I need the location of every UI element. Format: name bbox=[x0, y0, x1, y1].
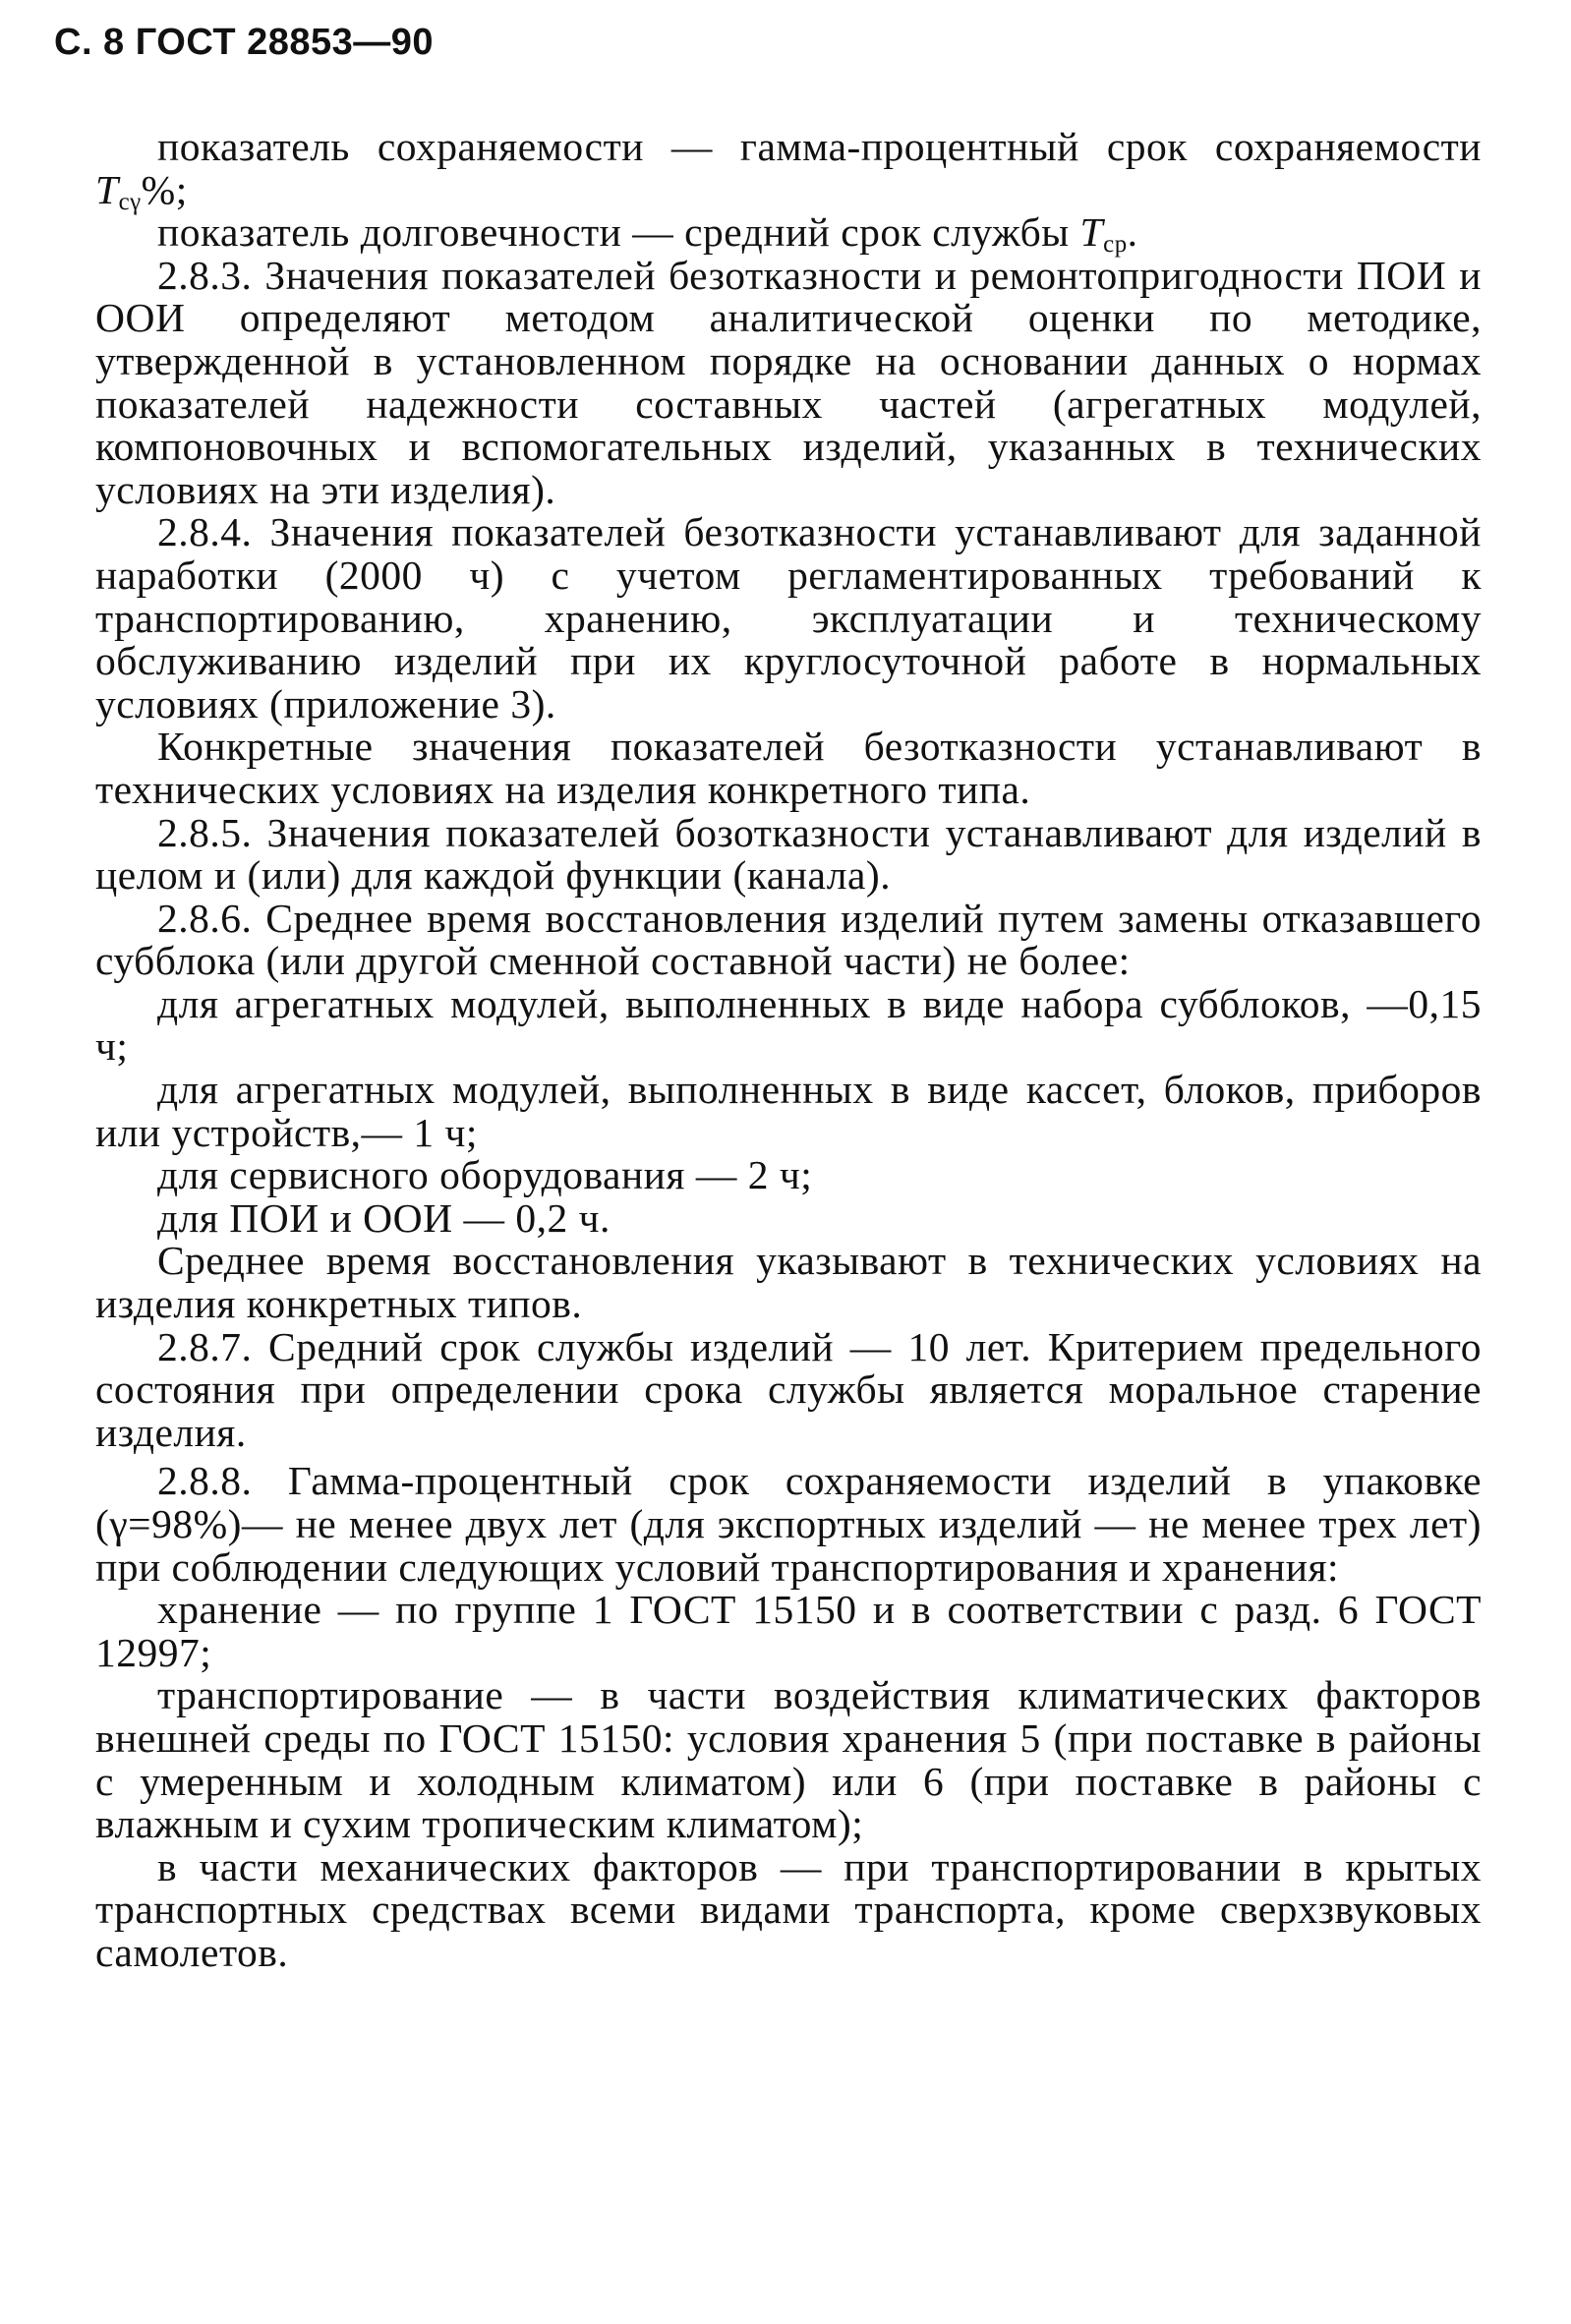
list-item-poi-ooi: для ПОИ и ООИ — 0,2 ч. bbox=[157, 1194, 611, 1241]
symbol-subscript: сγ bbox=[118, 188, 142, 215]
text-run: . bbox=[1127, 209, 1138, 256]
text-run: показатель сохраняемости — гамма-процентный срок сохраняемости bbox=[157, 124, 1482, 169]
paragraph-2-8-5: 2.8.5. Значения показателей бозотказности устанавливают для изделий в целом и (или) для каждой функции (канала). bbox=[95, 809, 1482, 899]
page-header: С. 8 ГОСТ 28853—90 bbox=[54, 22, 435, 63]
paragraph-2-8-3: 2.8.3. Значения показателей безотказности и ремонтопригодности ПОИ и ООИ определяют методом аналитической оценки по методике, утвержденной в установленном порядке на основании данных о нормах показателей надежности составных частей (агрегатных модулей, компоновочных и вспомогательных изделий, указанных в технических условиях на эти изделия). bbox=[95, 252, 1482, 512]
list-item-mechanical-factors: в части механических факторов — при транспортировании в крытых транспортных средствах всеми видами транспорта, кроме сверхзвуковых самолетов. bbox=[95, 1843, 1482, 1975]
list-item-storage: хранение — по группе 1 ГОСТ 15150 и в соответствии с разд. 6 ГОСТ 12997; bbox=[95, 1587, 1482, 1675]
paragraph-2-8-4: 2.8.4. Значения показателей безотказности устанавливают для заданной наработки (2000 ч) с учетом регламентированных требований к транспортированию, хранению, эксплуатации и техническому обслуживанию изделий при их круглосуточной работе в нормальных условиях (приложение 3). bbox=[95, 509, 1482, 726]
paragraph-specific-values: Конкретные значения показателей безотказности устанавливают в технических условиях на изделия конкретного типа. bbox=[95, 724, 1482, 812]
paragraph-2-8-6: 2.8.6. Среднее время восстановления изделий путем замены отказавшего субблока (или другой сменной составной части) не более: bbox=[95, 895, 1482, 984]
list-item-transportation: транспортирование — в части воздействия климатических факторов внешней среды по ГОСТ 15150: условия хранения 5 (при поставке в районы с умеренным и холодным климатом) или 6 (при поставке в районы с влажным и сухим тропическим климатом); bbox=[95, 1672, 1482, 1847]
paragraph-2-8-8: 2.8.8. Гамма-процентный срок сохраняемости изделий в упаковке (γ=98%)— не менее двух лет (для экспортных изделий — не менее трех лет) при соблюдении следующих условий транспортирования и хранения: bbox=[95, 1458, 1482, 1590]
list-item-service-equipment: для сервисного оборудования — 2 ч; bbox=[157, 1152, 813, 1198]
list-item-subblock-modules: для агрегатных модулей, выполненных в виде набора субблоков, —0,15 ч; bbox=[95, 980, 1482, 1070]
symbol-subscript: ср bbox=[1103, 231, 1128, 259]
symbol-t: T bbox=[95, 166, 119, 212]
paragraph-durability-indicator bbox=[95, 209, 1482, 259]
document-body bbox=[95, 126, 1482, 1975]
paragraph-restore-time-note: Среднее время восстановления указывают в технических условиях на изделия конкретных типов. bbox=[95, 1238, 1482, 1327]
text-run: %; bbox=[141, 166, 188, 212]
list-item-cassette-modules: для агрегатных модулей, выполненных в виде кассет, блоков, приборов или устройств,— 1 ч; bbox=[95, 1067, 1482, 1155]
paragraph-2-8-7: 2.8.7. Средний срок службы изделий — 10 лет. Критерием предельного состояния при определении срока службы является моральное старение изделия. bbox=[95, 1323, 1482, 1455]
text-run: показатель долговечности — средний срок службы bbox=[157, 209, 1080, 256]
paragraph-storage-indicator bbox=[95, 124, 1482, 215]
symbol-t: T bbox=[1079, 209, 1104, 256]
